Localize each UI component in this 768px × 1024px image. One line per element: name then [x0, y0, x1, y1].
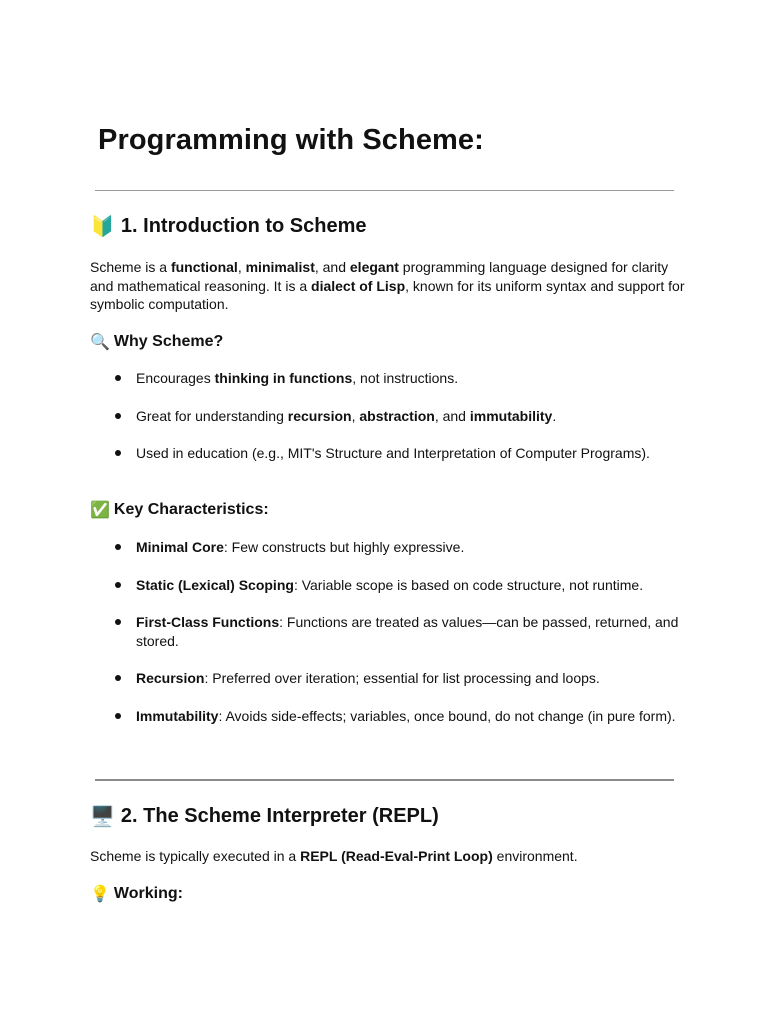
section-heading-repl: [90, 803, 439, 829]
horizontal-rule: [95, 779, 674, 781]
beginner-badge-icon: 🔰: [90, 214, 115, 238]
list-item: Minimal Core: Few constructs but highly expressive.: [90, 538, 690, 557]
light-bulb-icon: 💡: [90, 884, 110, 903]
subheading-text: Why Scheme?: [113, 333, 224, 350]
horizontal-rule: [95, 190, 674, 191]
list-item: Static (Lexical) Scoping: Variable scope is based on code structure, not runtime.: [90, 576, 690, 595]
magnifier-icon: 🔍: [90, 332, 110, 351]
section-heading-text: 1. Introduction to Scheme: [120, 215, 367, 237]
list-item: Used in education (e.g., MIT's Structure and Interpretation of Computer Programs).: [90, 444, 690, 463]
list-item: Great for understanding recursion, abstraction, and immutability.: [90, 407, 690, 426]
subheading-text: Working:: [113, 885, 183, 902]
list-item: Encourages thinking in functions, not instructions.: [90, 369, 690, 388]
subheading-key-characteristics: [90, 500, 269, 520]
why-scheme-list: [90, 369, 690, 482]
section-heading-text: 2. The Scheme Interpreter (REPL): [120, 805, 439, 827]
key-characteristics-list: [90, 538, 690, 744]
list-item: First-Class Functions: Functions are treated as values—can be passed, returned, and stored.: [90, 613, 690, 650]
desktop-computer-icon: 🖥️: [90, 804, 115, 828]
repl-paragraph: Scheme is typically executed in a REPL (Read-Eval-Print Loop) environment.: [90, 848, 578, 864]
document-title: Programming with Scheme:: [98, 124, 484, 156]
list-item: Recursion: Preferred over iteration; essential for list processing and loops.: [90, 669, 690, 688]
intro-paragraph: Scheme is a functional, minimalist, and elegant programming language designed for clarity and mathematical reasoning. It is a dialect of Lisp, known for its uniform syntax and support for symbolic computation.: [90, 259, 685, 312]
subheading-text: Key Characteristics:: [113, 501, 269, 518]
section-heading-introduction: [90, 213, 366, 239]
subheading-why-scheme: [90, 332, 223, 352]
list-item: Immutability: Avoids side-effects; variables, once bound, do not change (in pure form).: [90, 707, 690, 726]
check-mark-icon: ✅: [90, 500, 110, 519]
subheading-working: [90, 884, 183, 904]
